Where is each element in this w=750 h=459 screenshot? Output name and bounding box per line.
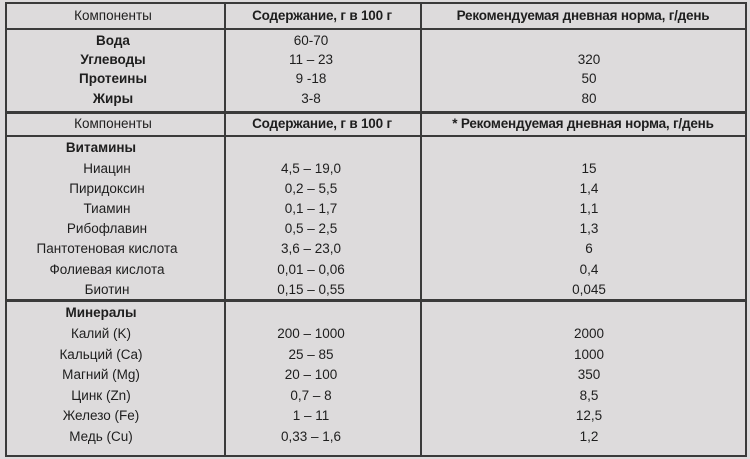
row-content: 0,2 – 5,5 — [284, 181, 338, 196]
row-name: Рибофлавин — [66, 221, 148, 236]
row-name: Цинк (Zn) — [71, 388, 131, 403]
header-content: Содержание, г в 100 г — [252, 8, 392, 23]
row-norm: 15 — [581, 161, 597, 176]
header-divider-1 — [5, 28, 747, 30]
header-norm: * Рекомендуемая дневная норма, г/день — [452, 116, 714, 131]
row-norm: 80 — [581, 91, 597, 106]
row-norm: 50 — [581, 71, 597, 86]
row-content: 0,5 – 2,5 — [284, 221, 338, 236]
row-name: Магний (Mg) — [62, 367, 140, 382]
row-norm: 1,4 — [579, 181, 599, 196]
row-content: 200 – 1000 — [277, 326, 345, 341]
row-content: 11 – 23 — [288, 52, 334, 67]
row-norm: 2000 — [573, 326, 605, 341]
group-title-vitamins: Витамины — [65, 140, 137, 155]
row-name: Калий (K) — [70, 326, 132, 341]
header-component: Компоненты — [74, 8, 152, 23]
row-name: Железо (Fe) — [62, 408, 140, 423]
row-name: Пантотеновая кислота — [36, 241, 178, 256]
header-content: Содержание, г в 100 г — [252, 116, 392, 131]
row-content: 1 – 11 — [292, 408, 330, 423]
row-content: 3,6 – 23,0 — [280, 241, 342, 256]
row-name: Жиры — [92, 91, 134, 106]
row-norm: 1,3 — [579, 221, 599, 236]
row-content: 0,01 – 0,06 — [277, 262, 345, 277]
row-content: 0,33 – 1,6 — [280, 429, 342, 444]
row-content: 20 – 100 — [284, 367, 338, 382]
row-content: 9 -18 — [295, 71, 327, 86]
row-content: 60-70 — [293, 33, 329, 48]
row-name: Ниацин — [83, 161, 131, 176]
row-name: Вода — [96, 33, 130, 48]
row-name: Медь (Cu) — [69, 429, 133, 444]
row-norm: 0,4 — [579, 262, 599, 277]
row-norm: 1000 — [573, 347, 605, 362]
row-content: 25 – 85 — [288, 347, 334, 362]
row-name: Пиридоксин — [69, 181, 145, 196]
group-title-minerals: Минералы — [65, 305, 137, 320]
row-content: 0,1 – 1,7 — [284, 201, 338, 216]
table-border-left — [5, 2, 7, 457]
row-norm: 350 — [577, 367, 601, 382]
column-divider-2 — [420, 2, 422, 457]
row-norm: 6 — [585, 241, 593, 256]
row-norm: 0,045 — [572, 282, 606, 297]
section-divider-1 — [5, 111, 747, 114]
row-name: Углеводы — [80, 52, 146, 67]
header-component: Компоненты — [74, 116, 152, 131]
row-content: 0,7 – 8 — [290, 388, 332, 403]
section-divider-2 — [5, 299, 747, 302]
row-norm: 12,5 — [575, 408, 603, 423]
row-name: Фолиевая кислота — [49, 262, 165, 277]
row-content: 4,5 – 19,0 — [280, 161, 342, 176]
column-divider-1 — [224, 2, 226, 457]
table-border-top — [5, 2, 747, 4]
header-norm: Рекомендуемая дневная норма, г/день — [456, 8, 710, 23]
row-name: Тиамин — [83, 201, 131, 216]
table-border-bottom — [5, 455, 747, 457]
row-name: Протеины — [79, 71, 147, 86]
row-content: 3-8 — [301, 91, 321, 106]
row-norm: 8,5 — [579, 388, 599, 403]
row-name: Кальций (Ca) — [59, 347, 143, 362]
table-border-right — [745, 2, 747, 457]
row-norm: 320 — [577, 52, 601, 67]
row-content: 0,15 – 0,55 — [277, 282, 345, 297]
row-name: Биотин — [84, 282, 130, 297]
header-divider-2 — [5, 135, 747, 137]
row-norm: 1,2 — [579, 429, 599, 444]
row-norm: 1,1 — [579, 201, 599, 216]
